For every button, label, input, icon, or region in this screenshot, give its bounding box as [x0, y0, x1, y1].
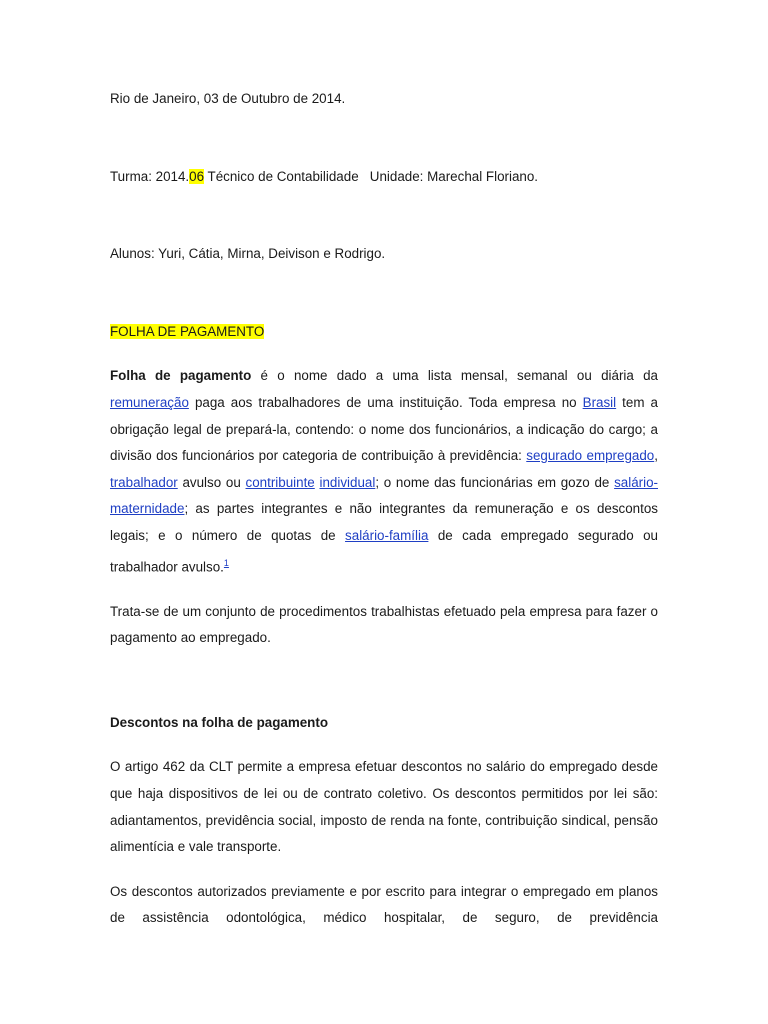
section-heading-folha — [110, 319, 658, 346]
link-trabalhador[interactable]: trabalhador — [110, 474, 178, 490]
paragraph-artigo-462: O artigo 462 da CLT permite a empresa efetuar descontos no salário do empregado desde que haja dispositivos de lei ou de contrato coletivo. Os descontos permitidos por lei são: adiantamentos, previdência social, imposto de renda na fonte, contribuição sindical, pensão alimentícia e vale transporte. — [110, 759, 658, 855]
text-segment: é o nome dado a uma lista mensal, semanal ou diária da — [251, 368, 658, 384]
turma-line — [110, 164, 658, 191]
text-segment: tem a obrigação legal de prepará-la, contendo: o nome dos funcionários, a indicação do cargo; a divisão dos funcionários por categoria de contribuição à previdência: — [110, 394, 658, 464]
term-folha-de-pagamento: Folha de pagamento — [110, 368, 252, 384]
link-brasil[interactable]: Brasil — [582, 394, 617, 410]
link-contribuinte[interactable]: contribuinte — [245, 474, 315, 490]
turma-highlight: 06 — [189, 168, 205, 184]
text-segment: avulso ou — [177, 474, 246, 490]
date-line: Rio de Janeiro, 03 de Outubro de 2014. — [110, 91, 346, 106]
footnote-marker — [224, 557, 229, 569]
link-segurado-empregado[interactable]: segurado empregado — [526, 448, 655, 464]
section-heading-descontos: Descontos na folha de pagamento — [110, 714, 329, 730]
text-segment: ; as partes integrantes e não integrantes da remuneração e os descontos legais; e o número de quotas de — [110, 501, 658, 543]
paragraph-folha-definition — [110, 363, 658, 580]
paragraph-procedimentos: Trata-se de um conjunto de procedimentos trabalhistas efetuado pela empresa para fazer o pagamento ao empregado. — [110, 603, 658, 646]
text-segment: , — [654, 448, 658, 464]
link-salario-maternidade[interactable]: salário-maternidade — [110, 474, 658, 517]
text-segment: de cada empregado segurado ou trabalhador avulso. — [110, 527, 658, 574]
footnote-link[interactable]: 1 — [223, 557, 229, 568]
turma-suffix: Técnico de Contabilidade Unidade: Marechal Floriano. — [204, 168, 539, 184]
link-salario-familia[interactable]: salário-família — [345, 527, 429, 543]
folha-heading-text: FOLHA DE PAGAMENTO — [110, 323, 265, 339]
text-segment: paga aos trabalhadores de uma instituição. Toda empresa no — [188, 394, 583, 410]
paragraph-descontos-autorizados: Os descontos autorizados previamente e por escrito para integrar o empregado em planos de assistência odontológica, médico hospitalar, de seguro, de previdência — [110, 883, 658, 926]
link-individual[interactable]: individual — [319, 474, 376, 490]
turma-prefix: Turma: 2014. — [110, 168, 190, 184]
link-remuneracao[interactable]: remuneração — [110, 394, 189, 410]
alunos-line: Alunos: Yuri, Cátia, Mirna, Deivison e Rodrigo. — [110, 246, 386, 262]
text-segment: ; o nome das funcionárias em gozo de — [375, 474, 615, 490]
